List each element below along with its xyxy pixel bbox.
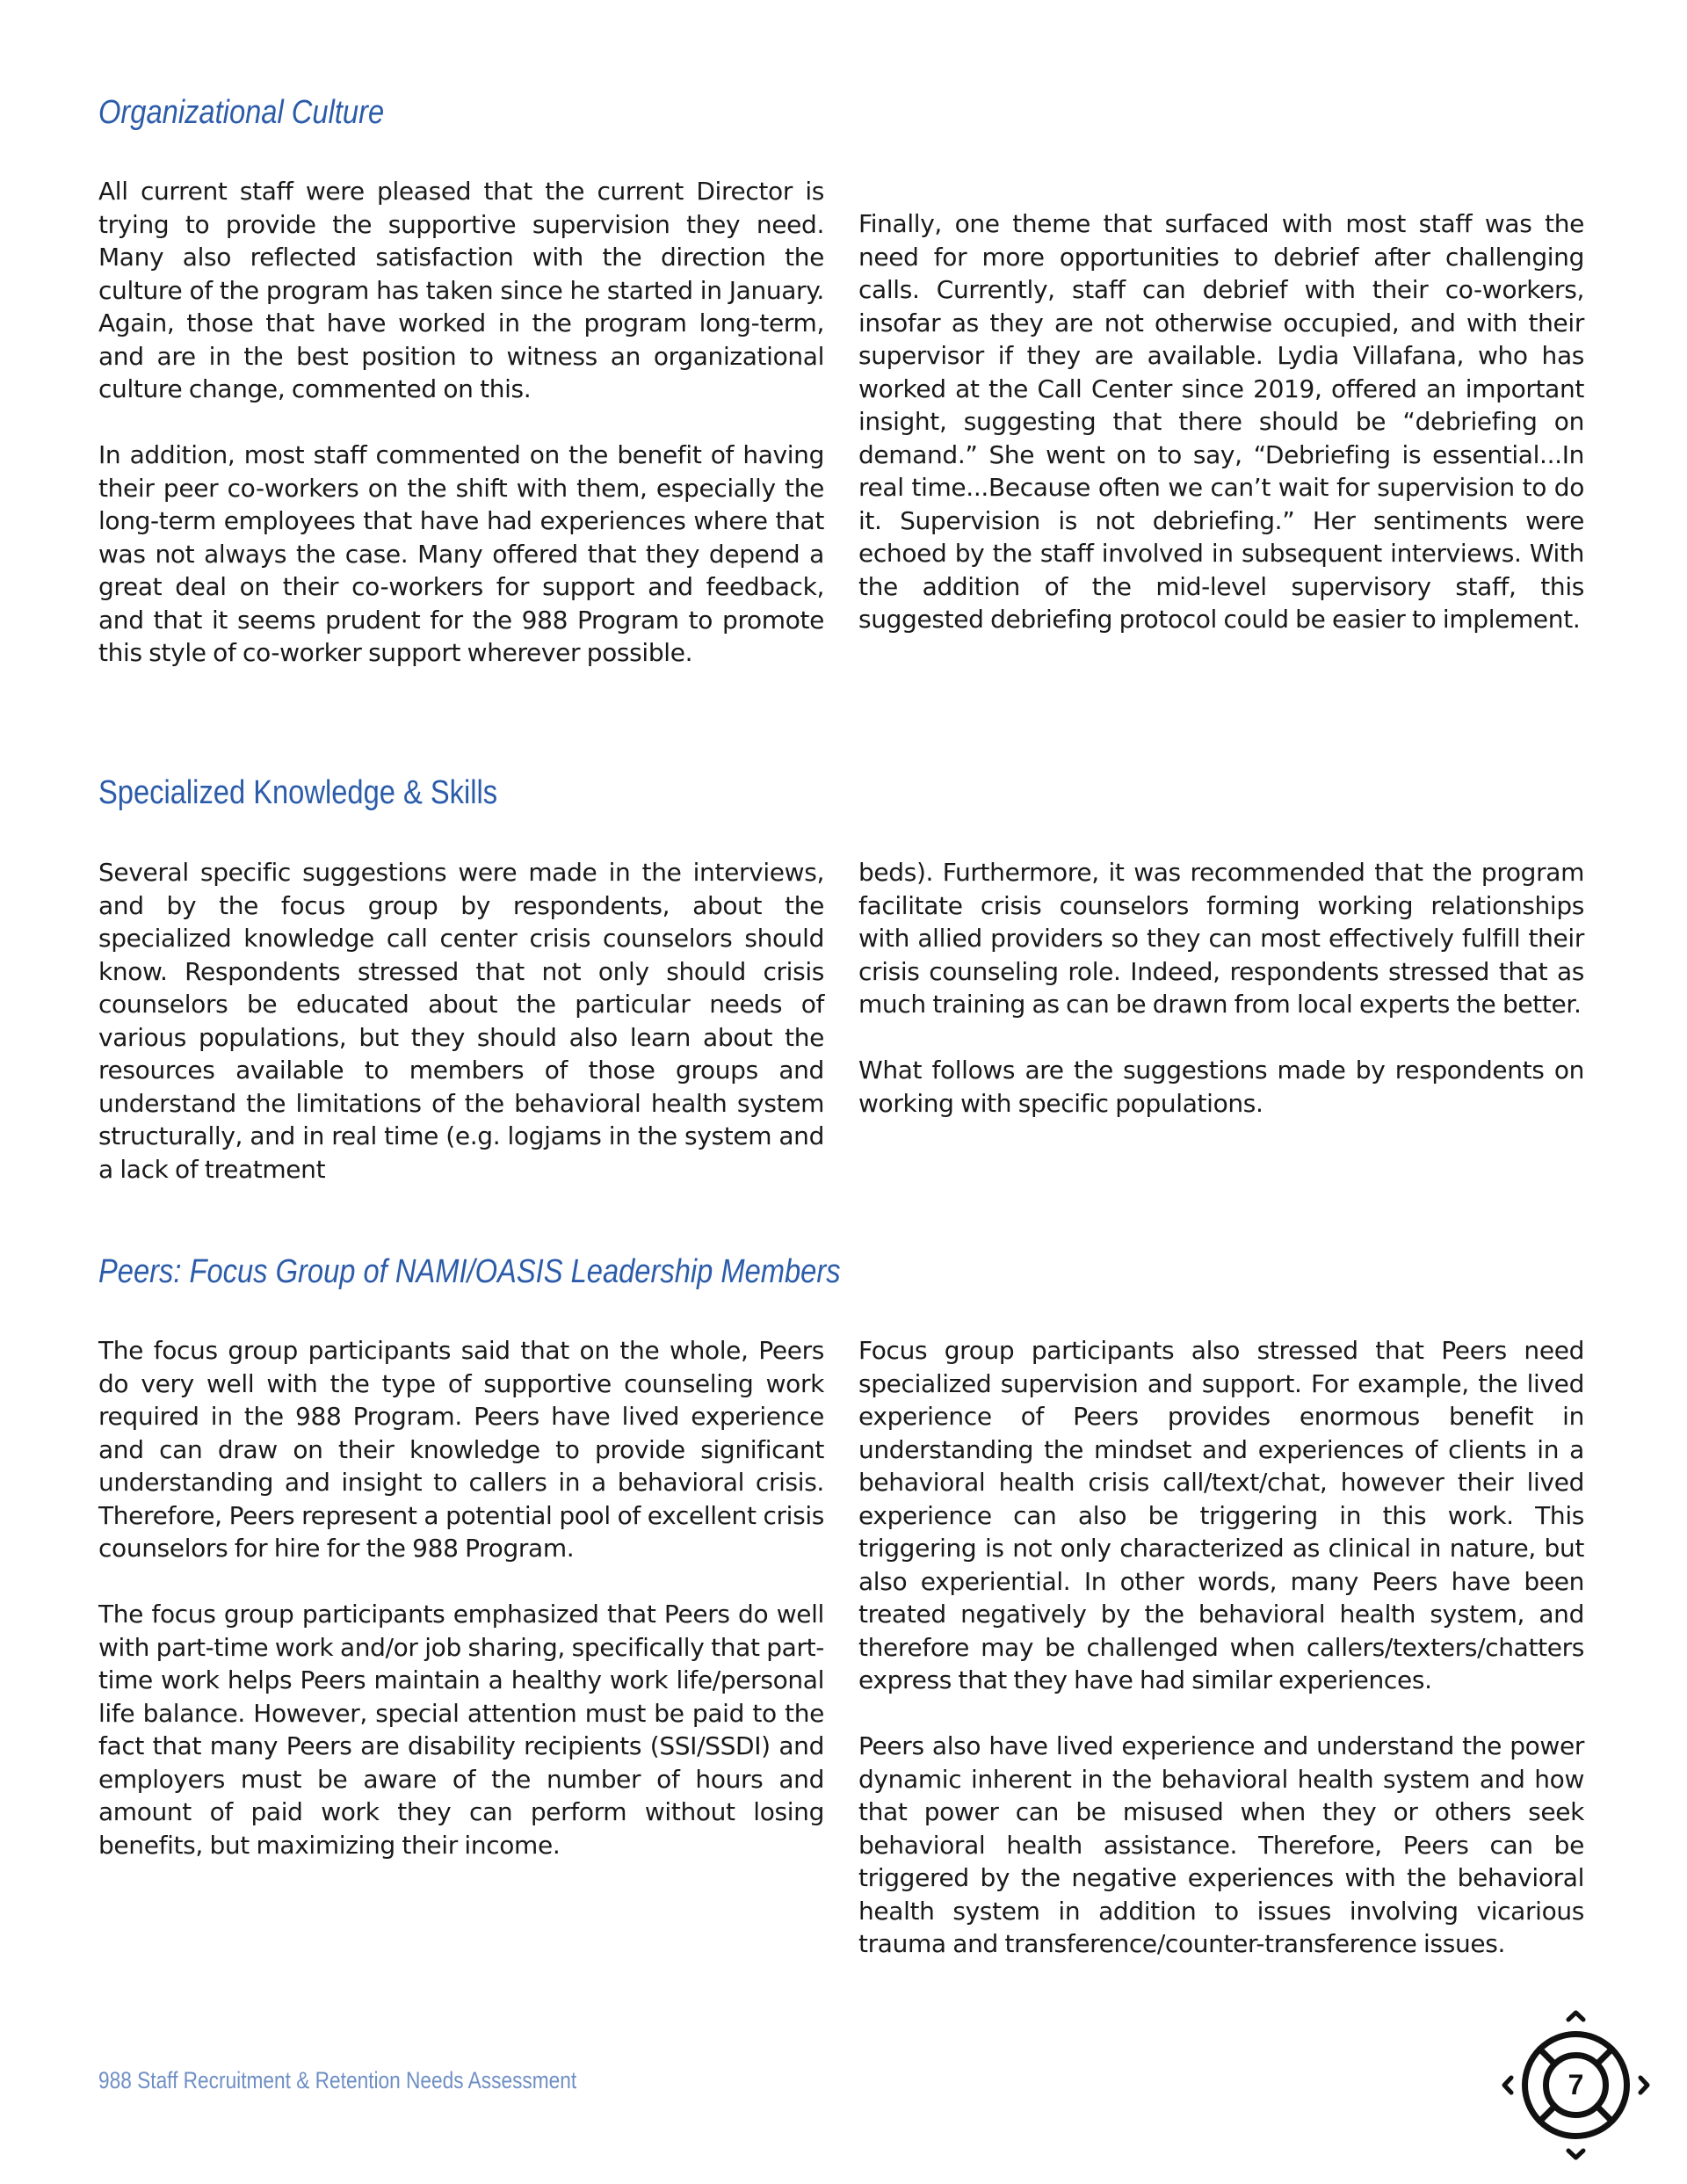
paragraph: Finally, one theme that surfaced with most staff was the need for more opportunities to debrief after challenging calls. Currently, staff can debrief with their co-workers, insofar as they are not otherwise occupied, and with their supervisor if they are available. Lydia Villafana, who has worked at the Call Center since 2019, offered an important insight, suggesting that there should be “debriefing on demand.” She went on to say, “Debriefing is essential...In real time...Because often we can’t wait for supervision to do it. Supervision is not debriefing.” Her sentiments were echoed by the staff involved in subsequent interviews. With the addition of the mid-level supervisory staff, this suggested debriefing protocol could be easier to implement. — [858, 209, 1584, 634]
section-heading-specialized-knowledge: Specialized Knowledge & Skills — [98, 774, 498, 811]
section-heading-organizational-culture: Organizational Culture — [98, 94, 385, 131]
column-left — [98, 175, 824, 670]
paragraph: Peers also have lived experience and understand the power dynamic inherent in the behavioral health system and how that power can be misused when they or others seek behavioral health assistance. Therefore, Peers can be triggered by the negative experiences with the behavioral health system in addition to issues involving vicarious trauma and transference/counter-transference issues. — [858, 1731, 1584, 1958]
paragraph: The focus group participants emphasized that Peers do well with part-time work and/or job sharing, specifically that part-time work helps Peers maintain a healthy work life/personal life balance. However, special attention must be paid to the fact that many Peers are disability recipients (SSI/SSDI) and employers must be aware of the number of hours and amount of paid work they can perform without losing benefits, but maximizing their income. — [98, 1600, 824, 1860]
paragraph: The focus group participants said that on the whole, Peers do very well with the type of supportive counseling work required in the 988 Program. Peers have lived experience and can draw on their knowledge to provide significant understanding and insight to callers in a behavioral crisis. Therefore, Peers represent a potential pool of excellent crisis counselors for hire for the 988 Program. — [98, 1336, 824, 1563]
paragraph: Focus group participants also stressed that Peers need specialized supervision and support. For example, the lived experience of Peers provides enormous benefit in understanding the mindset and experiences of clients in a behavioral health crisis call/text/chat, however their lived experience can also be triggering in this work. This triggering is not only characterized as clinical in nature, but also experiential. In other words, many Peers have been treated negatively by the behavioral health system, and therefore may be challenged when callers/texters/chatters express that they have had similar experiences. — [858, 1336, 1584, 1694]
column-right — [858, 207, 1584, 636]
paragraph: beds). Furthermore, it was recommended that the program facilitate crisis counselors forming working relationships with allied providers so they can most effectively fulfill their crisis counseling role. Indeed, respondents stressed that as much training as can be drawn from local experts the better. — [858, 858, 1584, 1019]
section-heading-peers-focus-group: Peers: Focus Group of NAMI/OASIS Leadership Members — [98, 1253, 841, 1290]
paragraph: Several specific suggestions were made in the interviews, and by the focus group by respondents, about the specialized knowledge call center crisis counselors should know. Respondents stressed that not only should crisis counselors be educated about the particular needs of various populations, but they should also learn about the resources available to members of those groups and understand the limitations of the behavioral health system structurally, and in real time (e.g. logjams in the system and a lack of treatment — [98, 858, 824, 1184]
column-left — [98, 1334, 824, 1861]
page-number: 7 — [1568, 2069, 1584, 2101]
paragraph: What follows are the suggestions made by respondents on working with specific populations. — [858, 1056, 1584, 1118]
footer-document-title: 988 Staff Recruitment & Retention Needs Assessment — [98, 2067, 577, 2093]
column-left — [98, 856, 824, 1186]
paragraph: All current staff were pleased that the current Director is trying to provide the supportive supervision they need. Many also reflected satisfaction with the direction the culture of the program has taken since he started in January. Again, those that have worked in the program long-term, and are in the best position to witness an organizational culture change, commented on this. — [98, 177, 824, 403]
column-right — [858, 856, 1584, 1120]
paragraph: In addition, most staff commented on the benefit of having their peer co-workers on the shift with them, especially the long-term employees that have had experiences where that was not always the case. Many offered that they depend a great deal on their co-workers for support and feedback, and that it seems prudent for the 988 Program to promote this style of co-worker support wherever possible. — [98, 440, 824, 667]
column-right — [858, 1334, 1584, 1961]
